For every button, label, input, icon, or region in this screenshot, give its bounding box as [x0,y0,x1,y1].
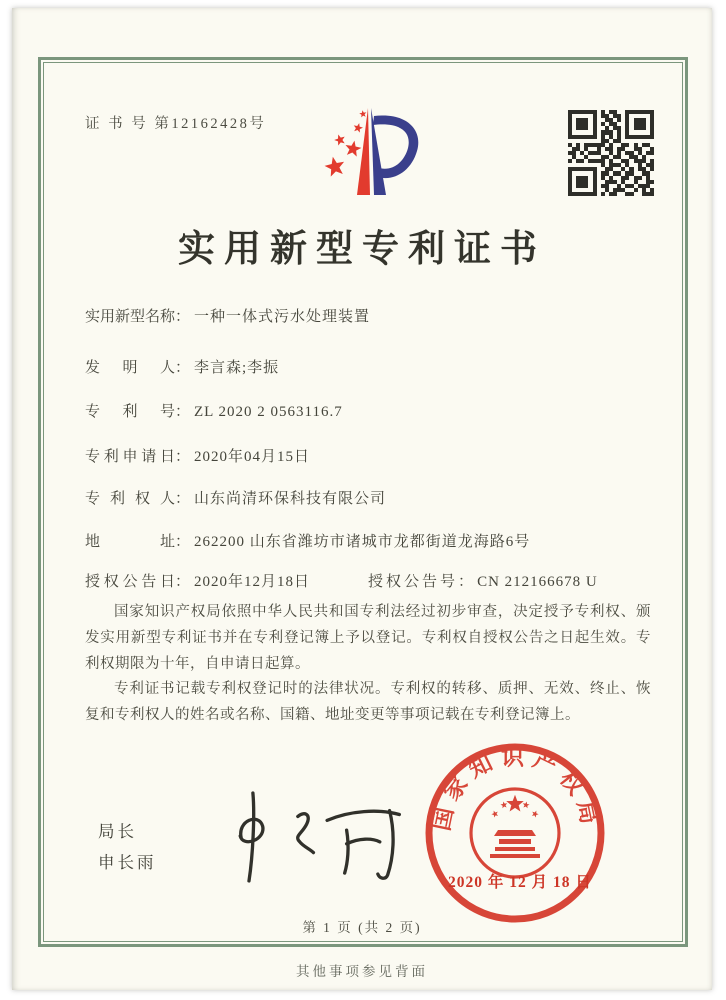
field-label: 专利号 [85,404,175,420]
field-value: 李言森;李振 [194,360,280,376]
page-number: 第 1 页 (共 2 页) [302,920,422,935]
field-colon: ： [175,404,191,420]
qr-code [568,110,654,196]
field-label: 实用新型名称 [85,309,176,325]
field-colon: ： [458,574,474,590]
official-seal-icon [420,740,610,930]
legal-paragraph-2: 专利证书记载专利权登记时的法律状况。专利权的转移、质押、无效、终止、恢复和专利权人的姓名或名称、国籍、地址变更等事项记载在专利登记簿上。 [85,681,651,724]
field-row-filing-date [85,445,310,466]
field-row-grant [85,570,598,591]
seal-date: 2020 年 12 月 18 日 [448,874,592,891]
field-label: 专利申请日 [85,449,175,465]
field-value: 262200 山东省潍坊市诸城市龙都街道龙海路6号 [194,534,531,550]
field-label: 地址 [85,534,175,550]
field-colon: ： [175,449,191,465]
field-row-address [85,530,530,551]
field-label: 发明人 [85,360,175,376]
field-label: 专利权人 [85,491,175,507]
field-colon: ： [175,309,191,325]
grant-no-label: 授权公告号 [368,574,459,590]
commissioner-block [98,816,157,879]
field-row-patentee [85,487,386,508]
grant-date-value: 2020年12月18日 [194,574,311,590]
field-value: 一种一体式污水处理装置 [194,309,371,325]
field-value: 2020年04月15日 [194,449,311,465]
field-value: ZL 2020 2 0563116.7 [194,404,343,420]
grant-date-label: 授权公告日 [85,574,175,590]
back-side-note: 其他事项参见背面 [296,964,428,979]
grant-no-value: CN 212166678 U [477,574,598,590]
seal-ring-text: 国家知识产权局 [428,744,604,833]
cnipa-logo-icon [304,103,454,215]
legal-paragraph-1: 国家知识产权局依照中华人民共和国专利法经过初步审查，决定授予专利权、颁发实用新型专利证书并在专利登记簿上予以登记。专利权自授权公告之日起生效。专利权期限为十年，自申请日起算。 [85,604,651,672]
field-row-patent-no [85,400,343,421]
field-row-inventor [85,356,279,377]
legal-text [85,600,651,729]
field-colon: ： [175,360,191,376]
certificate-number: 证 书 号 第12162428号 [85,116,267,132]
commissioner-title: 局长 [98,822,137,841]
field-value: 山东尚清环保科技有限公司 [194,491,387,507]
field-colon: ： [175,491,191,507]
signature-graphic-icon [208,786,413,886]
commissioner-name: 申长雨 [98,853,157,873]
field-row-name [85,305,370,326]
certificate-paper [12,8,712,990]
field-colon: ： [175,574,191,590]
field-colon: ： [175,534,191,550]
certificate-title: 实用新型专利证书 [178,229,546,270]
